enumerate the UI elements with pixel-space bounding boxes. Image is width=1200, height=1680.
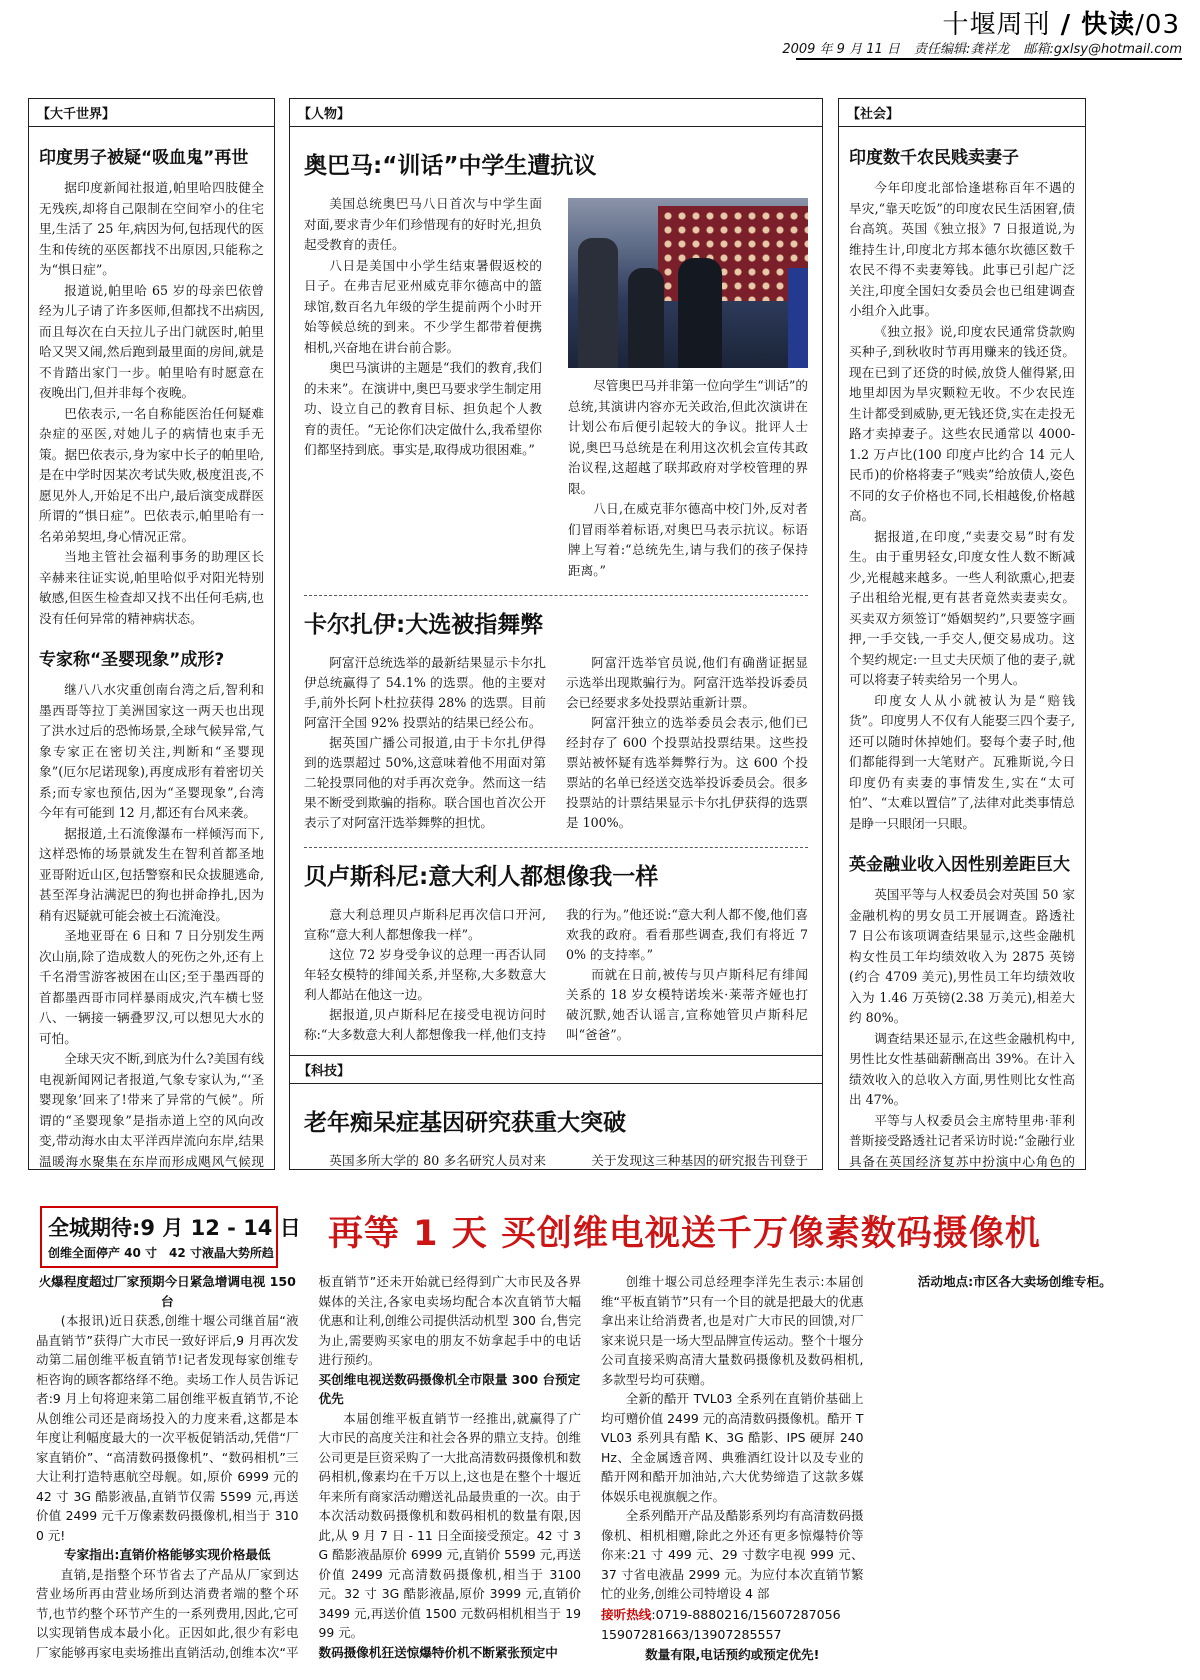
paragraph: 巴依表示,一名自称能医治任何疑难杂症的巫医,对她儿子的病情也束手无策。据巴依表示,身为家中长子的帕里哈,是在中学时因某次考试失败,极度沮丧,不愿见外人,开始足不出户,最后演变成群医所谓的“惧日症”。巴依表示,帕里哈有一名弟弟契坦,身心情况正常。 xyxy=(39,405,264,544)
ad-date-box xyxy=(40,1206,301,1268)
article-title: 专家称“圣婴现象”成形? xyxy=(39,650,225,670)
dementia-body xyxy=(304,1151,808,1170)
paragraph: 关于发现这三种基因的研究报告刊登于 xyxy=(591,1153,808,1168)
figure-image xyxy=(628,268,664,368)
paragraph: 阿富汗独立的选举委员会表示,他们已经封存了 600 个投票站投票结果。这些投票站被怀疑有选举舞弊行为。这 600 个投票站的名单已经送交选举投诉委员会。很多投票站的计票结果显示卡尔扎伊获得的选票是 100%。 xyxy=(566,715,808,830)
paragraph: 据报道,在印度,“卖妻交易”时有发生。由于重男轻女,印度女性人数不断减少,光棍越来越多。一些人利欲熏心,把妻子出租给光棍,更有甚者竟然卖妻卖女。买卖双方须签订“婚姻契约”,只要签字画押,一手交钱,一手交人,便交易成功。这个契约规定:一旦丈夫厌烦了他的妻子,就可以将妻子转卖给另一个男人。 xyxy=(849,528,1075,687)
section-tag: 【大千世界】 xyxy=(29,99,274,127)
ad-banner xyxy=(28,1196,1178,1268)
masthead-title: 十堰周刊 / 快读/03 xyxy=(942,10,1180,40)
email: 邮箱:gxlsy@hotmail.com xyxy=(1023,42,1182,57)
paragraph: 美国总统奥巴马八日首次与中学生面对面,要求青少年们珍惜现有的好时光,担负起受教育的责任。 xyxy=(304,196,542,252)
paragraph: 全球天灾不断,到底为什么?美国有线电视新闻网记者报道,气象专家认为,“‘圣婴现象’回来了!带来了异常的气候”。所谓的“圣婴现象”是指赤道上空的风向改变,带动海水由太平洋西岸流向东岸,结果温暖海水聚集在东岸而形成飓风气候现 xyxy=(39,1051,264,1169)
ad-headline: 再等 1 天 买创维电视送千万像素数码摄像机 xyxy=(328,1214,1041,1254)
page-number: /03 xyxy=(1135,10,1180,40)
ad-date: 全城期待:9 月 12 - 14 日 xyxy=(48,1216,301,1240)
ad-subheading: 买创维电视送数码摄像机全市限量 300 台预定优先 xyxy=(318,1371,581,1406)
paragraph: 平等与人权委员会主席特里弗·菲利普斯接受路透社记者采访时说:“金融行业具备在英国经济复苏中扮演中心角色的 xyxy=(849,1112,1075,1169)
paragraph: 据报道,土石流像瀑布一样倾泻而下,这样恐怖的场景就发生在智利首都圣地亚哥附近山区,包括警察和民众拔腿逃命,甚至浑身沾满泥巴的狗也拼命挣扎,因为稍有迟疑就可能会被土石流淹没。 xyxy=(39,825,264,923)
figure-image xyxy=(678,258,722,368)
article-title: 奥巴马:“训话”中学生遭抗议 xyxy=(304,153,597,179)
paragraph: 八日,在威克菲尔德高中校门外,反对者们冒雨举着标语,对奥巴马表示抗议。标语牌上写着:“总统先生,请与我们的孩子保持距离。” xyxy=(568,501,808,578)
berlusconi-body xyxy=(304,905,808,1045)
karzai-body xyxy=(304,653,808,833)
paragraph: 本届创维平板直销节一经推出,就赢得了广大市民的高度关注和社会各界的鼎立支持。创维公司更是巨资采购了一大批高清数码摄像机和数码相机,像素均在千万以上,这也是在整个十堰近年来所有商家活动赠送礼品最贵重的一次。由于本次活动数码摄像机和数码相机的数量有限,因此,从 9 月 7 日 - 11 日全面接受预定。42 寸 3G 酷影液晶原价 6999 元,直销价 5599 元,再送价值 2499 元高清数码摄像机,相当于 3100 元。32 寸 3G 酷影液晶,原价 3999 元,直销价 3499 元,再送价值 1500 元数码相机相当于 1999 元。 xyxy=(318,1410,581,1640)
paragraph: 《独立报》说,印度农民通常贷款购买种子,到秋收时节再用赚来的钱还贷。现在已到了还贷的时候,放贷人催得紧,田地里却因为旱灾颗粒无收。不少农民连生计都受到威胁,更无钱还贷,实在走投无路才卖掉妻子。这些农民通常以 4000-1.2 万卢比(100 印度卢比约合 14 元人民币)的价格将妻子“贱卖”给放债人,姿色不同的女子价格也不同,长相越俊,价格越高。 xyxy=(849,323,1075,523)
section-tag: 【人物】 xyxy=(290,99,822,127)
paragraph: 阿富汗总统选举的最新结果显示卡尔扎伊总统赢得了 54.1% 的选票。他的主要对手,前外长阿卜杜拉获得 28% 的选票。目前阿富汗全国 92% 投票站的结果已经公布。 xyxy=(304,655,546,730)
paragraph: 据英国广播公司报道,由于卡尔扎伊得到的选票超过 50%,这意味着他不用面对第二轮投票同他的对手再次竞争。然而这一结果不断受到欺骗的指称。联合国也首次公开表示了对阿富汗选举舞弊的担忧。 xyxy=(304,735,546,830)
ad-lead: 火爆程度超过厂家预期今日紧急增调电视 150 台 xyxy=(38,1274,296,1309)
article-title: 印度数千农民贱卖妻子 xyxy=(849,148,1019,168)
issue-date: 2009 年 9 月 11 日 xyxy=(782,42,900,57)
section-tag: 【社会】 xyxy=(839,99,1085,127)
paragraph: 圣地亚哥在 6 日和 7 日分别发生两次山崩,除了造成数人的死伤之外,还有上千名滑雪游客被困在山区;至于墨西哥的首都墨西哥市同样暴雨成灾,汽车横七竖八、一辆接一辆叠罗汉,可以想见大水的可怕。 xyxy=(39,928,264,1046)
ad-body xyxy=(36,1272,1146,1674)
ad-subtitle: 创维全面停产 40 寸 42 寸液晶大势所趋 xyxy=(48,1246,274,1260)
paragraph: 据印度新闻社报道,帕里哈四肢健全无残疾,却将自己限制在空间窄小的住宅里,生活了 25 年,病因为何,包括现代的医生和传统的巫医都找不出原因,只能称之为“惧日症”。 xyxy=(39,180,264,277)
article-title: 卡尔扎伊:大选被指舞弊 xyxy=(304,612,544,638)
paragraph: 今年印度北部恰逢堪称百年不遇的旱灾,“靠天吃饭”的印度农民生活困窘,债台高筑。英国《独立报》7 日报道说,为维持生计,印度北方邦本德尔坎德区数千农民不得不卖妻筹钱。此事已引起广泛关注,印度全国妇女委员会也已组建调查小组介入此事。 xyxy=(849,180,1075,318)
figure-image xyxy=(578,238,618,368)
article-title: 贝卢斯科尼:意大利人都想像我一样 xyxy=(304,864,659,890)
paragraph: 这位 72 岁身受争议的总理一再否认同年轻女模特的绯闻关系,并坚称,大多数意大利人都站在他这一边。 xyxy=(304,947,546,1002)
article-title: 英金融业收入因性别差距巨大 xyxy=(849,855,1070,875)
ad-subheading: 数码摄像机狂送惊爆特价机不断紧张预定中 xyxy=(318,1644,558,1660)
paragraph: 尽管奥巴马并非第一位向学生“训话”的总统,其演讲内容亦无关政治,但此次演讲在计划公布后便引起较大的争议。批评人士说,奥巴马总统是在利用这次机会宣传其政治议程,这超越了联邦政府对学校管理的界限。 xyxy=(568,378,808,496)
flag-image xyxy=(788,268,808,368)
masthead-rule xyxy=(796,58,1182,60)
section-tag: 【科技】 xyxy=(290,1055,822,1084)
ad-subheading: 专家指出:直销价格能够实现价格最低 xyxy=(63,1547,271,1562)
hotline xyxy=(601,1604,864,1645)
paragraph: 继八八水灾重创南台湾之后,智利和墨西哥等拉丁美洲国家这一两天也出现了洪水过后的恐怖场景,全球气候异常,气象专家正在密切关注,判断和“圣婴现象”(厄尔尼诺现象),再度成形有着密切关系;而专家也预估,因为“圣婴现象”,台湾今年有可能到 12 月,都还有台风来袭。 xyxy=(39,682,264,820)
paragraph: 报道说,帕里哈 65 岁的母亲巴依曾经为儿子请了许多医师,但都找不出病因,而且每次在白天拉儿子出门就医时,帕里哈又哭又闹,然后跑到最里面的房间,就是不肯踏出家门一步。帕里哈有时愿意在夜晚出门,但并非每个夜晚。 xyxy=(39,282,264,400)
article-title: 印度男子被疑“吸血鬼”再世 xyxy=(39,148,249,168)
paragraph: 英国平等与人权委员会对英国 50 家金融机构的男女员工开展调查。路透社 7 日公布该项调查结果显示,这些金融机构女性员工年均绩效收入为 2875 英镑(约合 4709 美元),男性员工年均绩效收入为 1.46 万英镑(2.38 万美元),相差大约 80%。 xyxy=(849,887,1075,1025)
article-title: 老年痴呆症基因研究获重大突破 xyxy=(304,1110,626,1136)
paragraph: 阿富汗选举官员说,他们有确凿证据显示选举出现欺骗行为。阿富汗选举投诉委员会已经要求多处投票站重新计票。 xyxy=(566,655,808,710)
paragraph: 英国多所大学的 80 多名研究人员对来 xyxy=(329,1153,546,1168)
paragraph: 创维十堰公司总经理李洋先生表示:本届创维“平板直销节”只有一个目的就是把最大的优惠拿出来让给消费者,也是对广大市民的回馈,对厂家来说只是一场大型品牌宣传运动。整个十堰分公司直接采购高清大量数码摄像机及数码相机,多款型号均可获赠。 xyxy=(601,1274,864,1387)
paragraph: 调查结果还显示,在这些金融机构中,男性比女性基础薪酬高出 39%。在计入绩效收入的总收入方面,男性则比女性高出 47%。 xyxy=(849,1030,1075,1107)
paragraph: 全新的酷开 TVL03 全系列在直销价基础上均可赠价值 2499 元的高清数码摄像机。酷开 TVL03 系列具有酷 K、3G 酷影、IPS 硬屏 240Hz、全金属透音网、典雅酒红设计以及专业的酷开网和酷开加油站,六大优势缔造了这款多媒体娱乐电视旗舰之作。 xyxy=(601,1391,864,1504)
paragraph: 而就在日前,被传与贝卢斯科尼有绯闻关系的 18 岁女模特诺埃米·莱蒂齐娅也打破沉默,她否认谣言,宣称她管贝卢斯科尼叫“爸爸”。 xyxy=(566,967,808,1042)
masthead-info xyxy=(772,38,1182,57)
obama-text-right xyxy=(568,194,808,581)
paragraph: 据报道,贝卢斯科尼在接受电视访问时称:“大多数意大利人都想像我一样,他们支持我的行为。”他还说:“意大利人都不傻,他们喜欢我的政府。看看那些调查,我们有将近 70% 的支持率。” xyxy=(304,907,808,1042)
paragraph: (本报讯)近日获悉,创维十堰公司继首届“液晶直销节”获得广大市民一致好评后,9 月再次发动第二届创维平板直销节!记者发现每家创维专柜咨询的顾客都络绎不绝。卖场工作人员告诉记者:9 月上旬将迎来第二届创维平板直销节,不论从创维公司还是商场投入的力度来看,这都是本年度让利幅度最大的一次平板促销活动,凭借“厂家直销价”、“高清数码摄像机”、“数码相机”三大让利打造特惠航空母舰。如,原价 6999 元的 42 寸 3G 酷影液晶,直销节仅需 5599 元,再送价值 2499 元千万像素数码摄像机,相当于 3100 元! xyxy=(36,1313,299,1543)
left-column xyxy=(28,98,275,1170)
paragraph: 直销,是指整个环节省去了产品从厂家到达营业场所再由营业场所到达消费者端的整个环节,也节约整个环节产生的一系列费用,因此,它可以实现销售成本最小化。正因如此,很少有彩电厂家能够再家电卖场推出直销活动,创维本次“平板直销节”还未开始就已经得到广大市民及各界媒体的关注,各家电卖场均配合本次直销节大幅优惠和让利,创维公司提供活动机型 300 台,售完为止,需要购买家电的朋友不妨拿起手中的电话进行预约。 xyxy=(36,1274,581,1660)
paragraph: 八日是美国中小学生结束暑假返校的日子。在弗吉尼亚州威克菲尔德高中的篮球馆,数百名九年级的学生提前两个小时开始等候总统的到来。不少学生都带着便携相机,兴奋地在讲台前合影。 xyxy=(304,257,542,355)
editor: 责任编辑:龚祥龙 xyxy=(914,42,1010,57)
hotline-label: 接听热线 xyxy=(601,1606,652,1622)
obama-text-left xyxy=(304,194,542,461)
divider xyxy=(304,847,808,848)
right-column xyxy=(838,98,1086,1170)
page-section: 快读 xyxy=(1081,10,1136,40)
masthead xyxy=(0,0,1200,58)
closing-line: 活动地点:市区各大卖场创维专柜。 xyxy=(917,1274,1112,1289)
paragraph: 当地主管社会福利事务的助理区长辛赫来往证实说,帕里哈似乎对阳光特别敏感,但医生检查却又找不出任何毛病,也没有任何异常的精神病状态。 xyxy=(39,549,264,626)
paragraph: 意大利总理贝卢斯科尼再次信口开河,宣称“意大利人都想像我一样”。 xyxy=(304,907,546,942)
paragraph: 印度女人从小就被认为是“赔钱货”。印度男人不仅有人能娶三四个妻子,还可以随时休掉她们。娶每个妻子时,他们都能得到一大笔财产。瓦雅斯说,今日印度仍有卖妻的事情发生,实在“太可怕”、“太难以置信”了,法律对此类事情总是睁一只眼闭一只眼。 xyxy=(849,692,1075,831)
middle-column xyxy=(289,98,823,1170)
obama-photo xyxy=(568,198,808,368)
divider xyxy=(304,595,808,596)
paragraph: 全系列酷开产品及酷影系列均有高清数码摄像机、相机相赠,除此之外还有更多惊爆特价等你来:21 寸 499 元、29 寸数字电视 999 元、37 寸省电液晶 2999 元。为应付本次直销节繁忙的业务,创维公司特增设 4 部 xyxy=(601,1508,864,1601)
paragraph: 奥巴马演讲的主题是“我们的教育,我们的未来”。在演讲中,奥巴马要求学生制定用功、设立自己的教育目标、担负起个人教育的责任。“无论你们决定做什么,我希望你们都坚持到底。事实是,取得成功很困难。” xyxy=(304,360,542,457)
hotline-numbers: :0719-8880216/15607287056 15907281663/13907285557 xyxy=(601,1606,854,1642)
paper-name: 十堰周刊 xyxy=(942,10,1051,40)
closing-line: 数量有限,电话预约或预定优先! xyxy=(645,1646,820,1662)
